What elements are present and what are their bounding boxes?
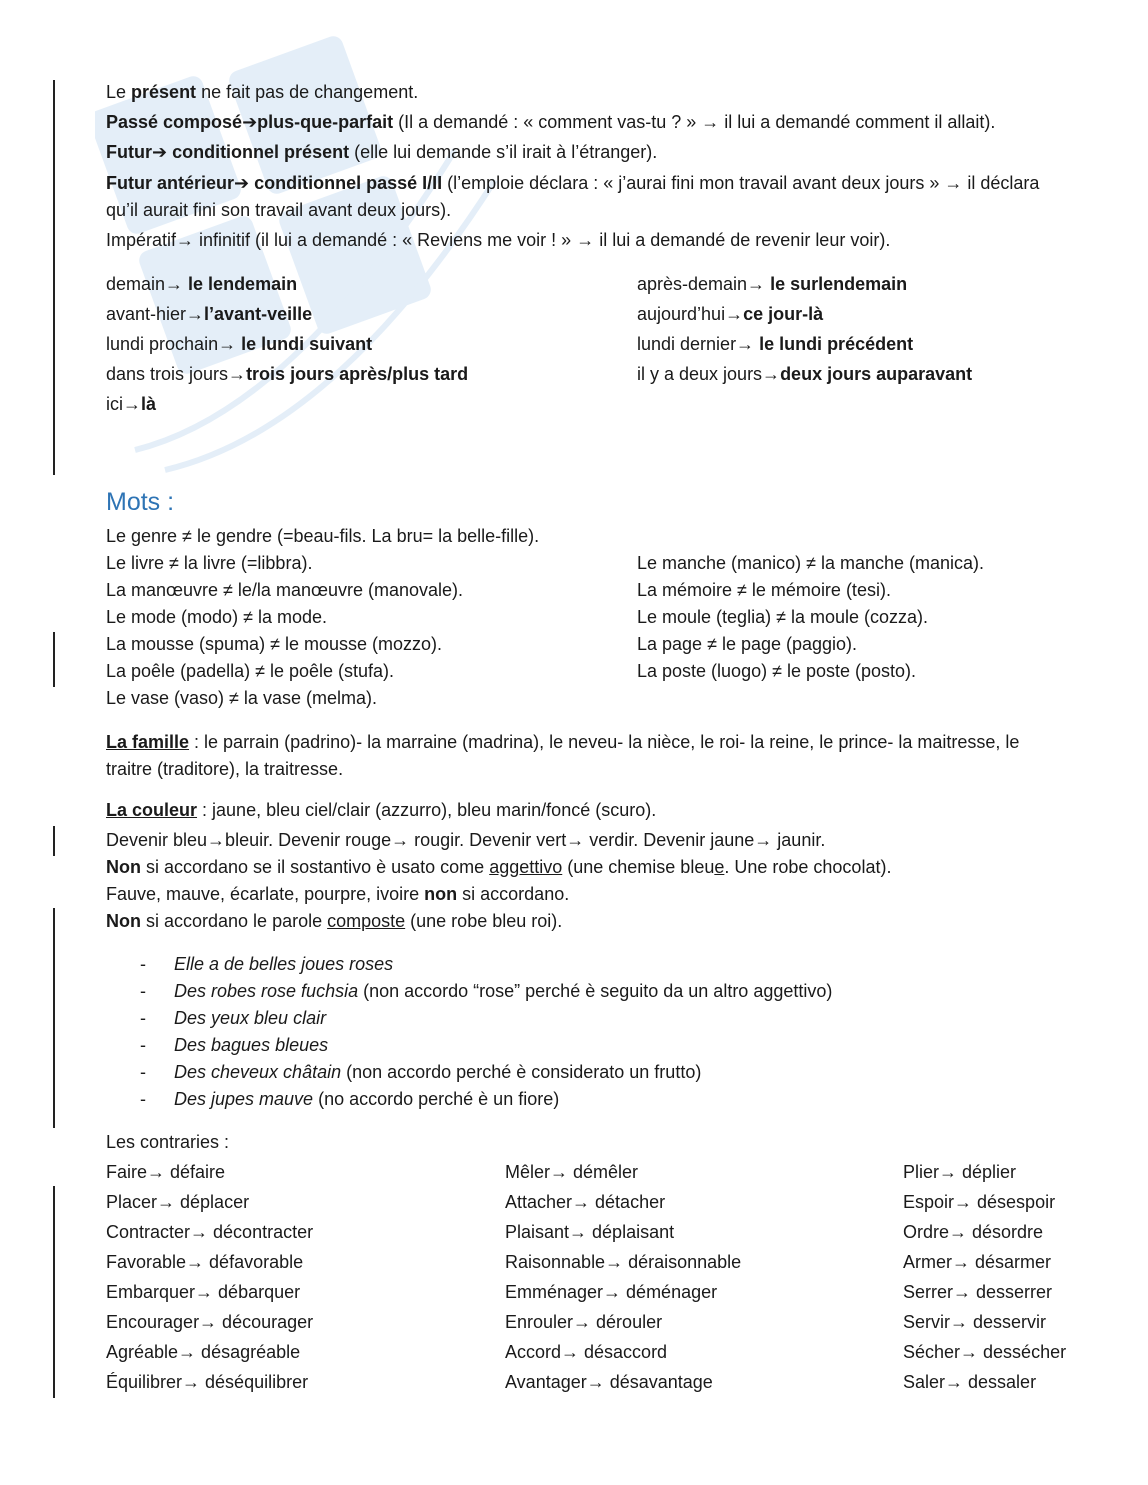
devenir-line: Devenir bleu→bleuir. Devenir rouge→ rougir. Devenir vert→ verdir. Devenir jaune→ jaunir. [106, 830, 826, 850]
time-expression: lundi dernier→ le lundi précédent [637, 334, 914, 354]
change-bar [53, 1186, 55, 1398]
change-bar [53, 908, 55, 1128]
rule-passe-compose: Passé composé➔plus-que-parfait (Il a demandé : « comment vas-tu ? » → il lui a demandé comment il allait). [106, 112, 996, 132]
rule-imperatif: Impératif→ infinitif (il lui a demandé : « Reviens me voir ! » → il lui a demandé de revenir leur voir). [106, 230, 891, 250]
change-bar [53, 632, 55, 687]
rule-non-adjective: Non si accordano se il sostantivo è usato come aggettivo (une chemise bleue. Une robe chocolat). [106, 857, 892, 877]
contraire-pair: Embarquer→ débarquer [106, 1282, 301, 1302]
word-pair: Le moule (teglia) ≠ la moule (cozza). [637, 607, 928, 627]
rule-composite: Non si accordano le parole composte (une robe bleu roi). [106, 911, 563, 931]
word-pair: Le livre ≠ la livre (=libbra). [106, 553, 313, 573]
time-expression: demain→ le lendemain [106, 274, 298, 294]
rule-present: Le présent ne fait pas de changement. [106, 82, 419, 102]
word-pair: La poêle (padella) ≠ le poêle (stufa). [106, 661, 395, 681]
contraire-pair: Enrouler→ dérouler [505, 1312, 663, 1332]
rule-futur-anterieur: Futur antérieur➔ conditionnel passé I/II (l’emploie déclara : « j’aurai fini mon travail avant deux jours » → il déclara qu’il aurait fini son travail avant deux jours). [106, 173, 1040, 220]
contraire-pair: Avantager→ désavantage [505, 1372, 713, 1392]
contraire-pair: Plier→ déplier [903, 1162, 1017, 1182]
time-expression: lundi prochain→ le lundi suivant [106, 334, 373, 354]
contraire-pair: Servir→ desservir [903, 1312, 1047, 1332]
contraire-pair: Faire→ défaire [106, 1162, 226, 1182]
word-pair: Le mode (modo) ≠ la mode. [106, 607, 327, 627]
list-item: - Des yeux bleu clair [140, 1008, 327, 1028]
contraire-pair: Placer→ déplacer [106, 1192, 250, 1212]
famille-paragraph: La famille : le parrain (padrino)- la marraine (madrina), le neveu- la nièce, le roi- la reine, le prince- la maitresse, le traitre (traditore), la traitresse. [106, 732, 1020, 779]
word-pair: La page ≠ le page (paggio). [637, 634, 858, 654]
couleur-line: La couleur : jaune, bleu ciel/clair (azzurro), bleu marin/foncé (scuro). [106, 800, 657, 820]
contraires-title: Les contraries : [106, 1132, 230, 1152]
contraire-pair: Espoir→ désespoir [903, 1192, 1056, 1212]
list-item: - Elle a de belles joues roses [140, 954, 394, 974]
contraire-pair: Contracter→ décontracter [106, 1222, 314, 1242]
time-expression: il y a deux jours→deux jours auparavant [637, 364, 973, 384]
contraire-pair: Raisonnable→ déraisonnable [505, 1252, 742, 1272]
contraire-pair: Armer→ désarmer [903, 1252, 1052, 1272]
contraire-pair: Sécher→ dessécher [903, 1342, 1067, 1362]
contraire-pair: Serrer→ desserrer [903, 1282, 1053, 1302]
word-pair: La poste (luogo) ≠ le poste (posto). [637, 661, 917, 681]
contraire-pair: Emménager→ déménager [505, 1282, 718, 1302]
contraire-pair: Favorable→ défavorable [106, 1252, 304, 1272]
genre-line: Le genre ≠ le gendre (=beau-fils. La bru= la belle-fille). [106, 526, 540, 546]
list-item: - Des cheveux châtain (non accordo perché è considerato un frutto) [140, 1062, 702, 1082]
contraire-pair: Équilibrer→ déséquilibrer [106, 1372, 309, 1392]
word-pair: Le manche (manico) ≠ la manche (manica). [637, 553, 985, 573]
change-bar [53, 826, 55, 856]
contraire-pair: Agréable→ désagréable [106, 1342, 301, 1362]
word-pair: Le vase (vaso) ≠ la vase (melma). [106, 688, 377, 708]
section-heading-mots: Mots : [106, 488, 175, 516]
rule-fauve: Fauve, mauve, écarlate, pourpre, ivoire non si accordano. [106, 884, 570, 904]
contraire-pair: Accord→ désaccord [505, 1342, 668, 1362]
word-pair: La mémoire ≠ le mémoire (tesi). [637, 580, 891, 600]
time-expression: ici→là [106, 394, 157, 414]
word-pair: La mousse (spuma) ≠ le mousse (mozzo). [106, 634, 442, 654]
list-item: - Des jupes mauve (no accordo perché è un fiore) [140, 1089, 560, 1109]
time-expression: aujourd’hui→ce jour-là [637, 304, 824, 324]
time-expression: avant-hier→l’avant-veille [106, 304, 313, 324]
time-expression: après-demain→ le surlendemain [637, 274, 908, 294]
rule-futur: Futur➔ conditionnel présent (elle lui demande s’il irait à l’étranger). [106, 142, 658, 162]
list-item: - Des bagues bleues [140, 1035, 329, 1055]
contraire-pair: Plaisant→ déplaisant [505, 1222, 675, 1242]
contraire-pair: Saler→ dessaler [903, 1372, 1037, 1392]
word-pair: La manœuvre ≠ le/la manœuvre (manovale). [106, 580, 464, 600]
list-item: - Des robes rose fuchsia (non accordo “rose” perché è seguito da un altro aggettivo) [140, 981, 833, 1001]
contraire-pair: Mêler→ démêler [505, 1162, 639, 1182]
time-expression: dans trois jours→trois jours après/plus tard [106, 364, 469, 384]
contraire-pair: Ordre→ désordre [903, 1222, 1044, 1242]
contraire-pair: Attacher→ détacher [505, 1192, 666, 1212]
contraire-pair: Encourager→ décourager [106, 1312, 314, 1332]
change-bar [53, 80, 55, 475]
